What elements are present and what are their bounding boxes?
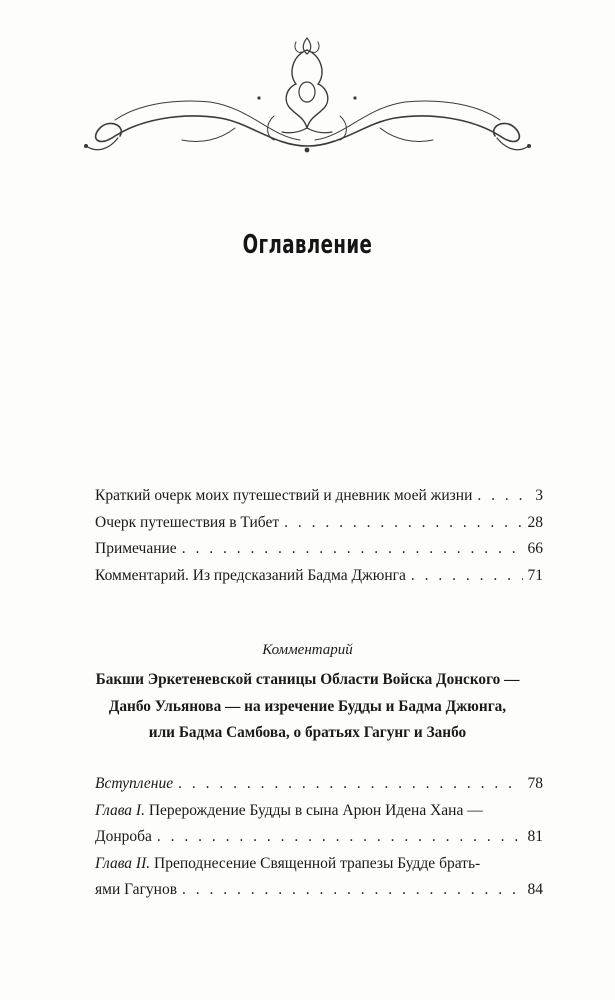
toc-main xyxy=(95,483,543,589)
section-title-line: Данбо Ульянова — на изречение Будды и Бадма Джюнга, xyxy=(108,697,507,715)
section-title-line: Бакши Эркетеневской станицы Области Войска Донского — xyxy=(95,671,520,688)
toc-entry-label: Глава I. xyxy=(95,801,145,819)
toc-entry-title: Краткий очерк моих путешествий и дневник моей жизни xyxy=(95,487,473,504)
toc-entry-page: 81 xyxy=(527,828,543,845)
toc-entry-title: Примечание xyxy=(95,540,177,557)
toc-entry-title: ями Гагунов xyxy=(95,881,178,898)
toc-entry-label: Вступление xyxy=(95,775,174,792)
toc-entry-title: Перерождение Будды в сына Арюн Идена Хана — xyxy=(144,801,483,819)
toc-entry[interactable] xyxy=(95,563,543,590)
dot-leader xyxy=(284,510,522,537)
toc-entry-page: 66 xyxy=(527,540,543,557)
toc-entry-title: Очерк путешествия в Тибет xyxy=(95,513,280,531)
dot-leader xyxy=(178,771,522,798)
dot-leader xyxy=(182,877,522,904)
dot-leader xyxy=(477,483,530,510)
toc-entry-title: Донроба xyxy=(95,828,152,845)
section-title-line: или Бадма Самбова, о братьях Гагунг и Занбо xyxy=(148,724,467,741)
toc-entry-page: 78 xyxy=(527,775,543,792)
toc-entry-title: Комментарий. Из предсказаний Бадма Джюнга xyxy=(95,566,406,584)
toc-entry-page: 3 xyxy=(535,487,543,504)
section-label: Комментарий xyxy=(262,642,353,658)
toc-commentary xyxy=(95,771,543,904)
toc-entry-continuation[interactable] xyxy=(95,824,543,851)
toc-entry[interactable] xyxy=(95,483,543,510)
toc-entry[interactable] xyxy=(95,536,543,563)
toc-entry-label: Глава II. xyxy=(95,854,151,872)
toc-entry-continuation[interactable] xyxy=(95,877,543,904)
toc-entry[interactable] xyxy=(95,510,543,537)
floral-ornament xyxy=(60,28,555,163)
toc-entry[interactable] xyxy=(95,851,543,878)
toc-entry-title: Преподнесение Священной трапезы Будде брать- xyxy=(150,854,481,872)
dot-leader xyxy=(411,563,523,590)
toc-entry-page: 71 xyxy=(527,566,543,584)
page-heading: Оглавление xyxy=(242,230,373,260)
toc-entry-page: 84 xyxy=(527,881,543,898)
dot-leader xyxy=(157,824,523,851)
section-title xyxy=(70,667,545,747)
toc-entry[interactable] xyxy=(95,798,543,825)
toc-entry-page: 28 xyxy=(527,513,543,531)
dot-leader xyxy=(182,536,523,563)
toc-entry[interactable] xyxy=(95,771,543,798)
